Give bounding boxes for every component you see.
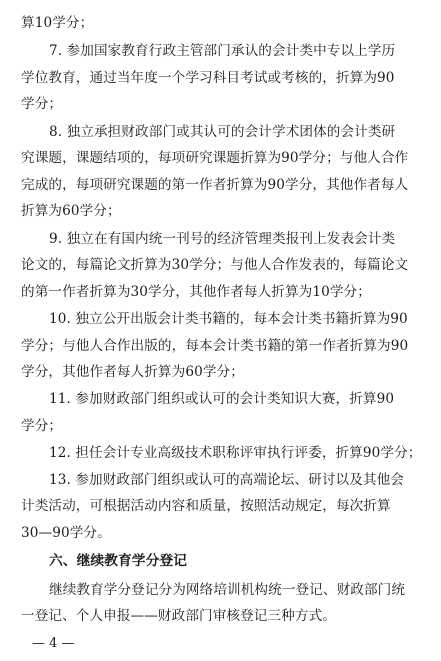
text-line: 一登记、个人申报——财政部门审核登记三种方式。: [21, 608, 336, 624]
page-number: — 4 —: [32, 636, 75, 651]
text-line: 8. 独立承担财政部门或其认可的会计学术团体的会计类研: [49, 123, 396, 140]
text-line: 13. 参加财政部门组织或认可的高端论坛、研讨以及其他会: [49, 471, 404, 488]
text-line: 折算为60学分；: [21, 203, 121, 220]
text-line: 完成的，每项研究课题的第一作者折算为90学分，其他作者每人: [21, 176, 409, 193]
text-line: 11. 参加财政部门组织或认可的会计类知识大赛，折算90: [49, 391, 395, 408]
text-line: 究课题，课题结项的，每项研究课题折算为90学分；与他人合作: [21, 150, 409, 167]
text-line: 学分，其他作者每人折算为60学分；: [21, 364, 244, 380]
text-line: 10. 独立公开出版会计类书籍的，每本会计类书籍折算为90: [49, 311, 408, 327]
text-line: 的第一作者折算为30学分，其他作者每人折算为10学分；: [21, 283, 371, 300]
section-heading: 六、继续教育学分登记: [49, 553, 187, 570]
text-line: 学分；: [21, 96, 63, 113]
text-line: 学分；与他人合作出版的，每本会计类书籍的第一作者折算为90: [21, 337, 409, 354]
text-line: 计类活动，可根据活动内容和质量，按照活动规定，每次折算: [21, 498, 391, 515]
text-line: 继续教育学分登记分为网络培训机构统一登记、财政部门统: [49, 581, 406, 598]
text-line: 12. 担任会计专业高级技术职称评审执行评委，折算90学分；: [49, 445, 422, 462]
text-line: 9. 独立在有国内统一刊号的经济管理类报刊上发表会计类: [49, 230, 396, 247]
text-line: 7. 参加国家教育行政主管部门承认的会计类中专以上学历: [49, 43, 396, 60]
text-line: 算10学分；: [21, 15, 94, 31]
text-line: 学分；: [21, 417, 63, 434]
text-line: 30—90学分。: [21, 524, 111, 541]
text-line: 学位教育，通过当年度一个学习科目考试或考核的，折算为90: [21, 69, 395, 86]
text-line: 论文的，每篇论文折算为30学分；与他人合作发表的，每篇论文: [21, 257, 409, 274]
